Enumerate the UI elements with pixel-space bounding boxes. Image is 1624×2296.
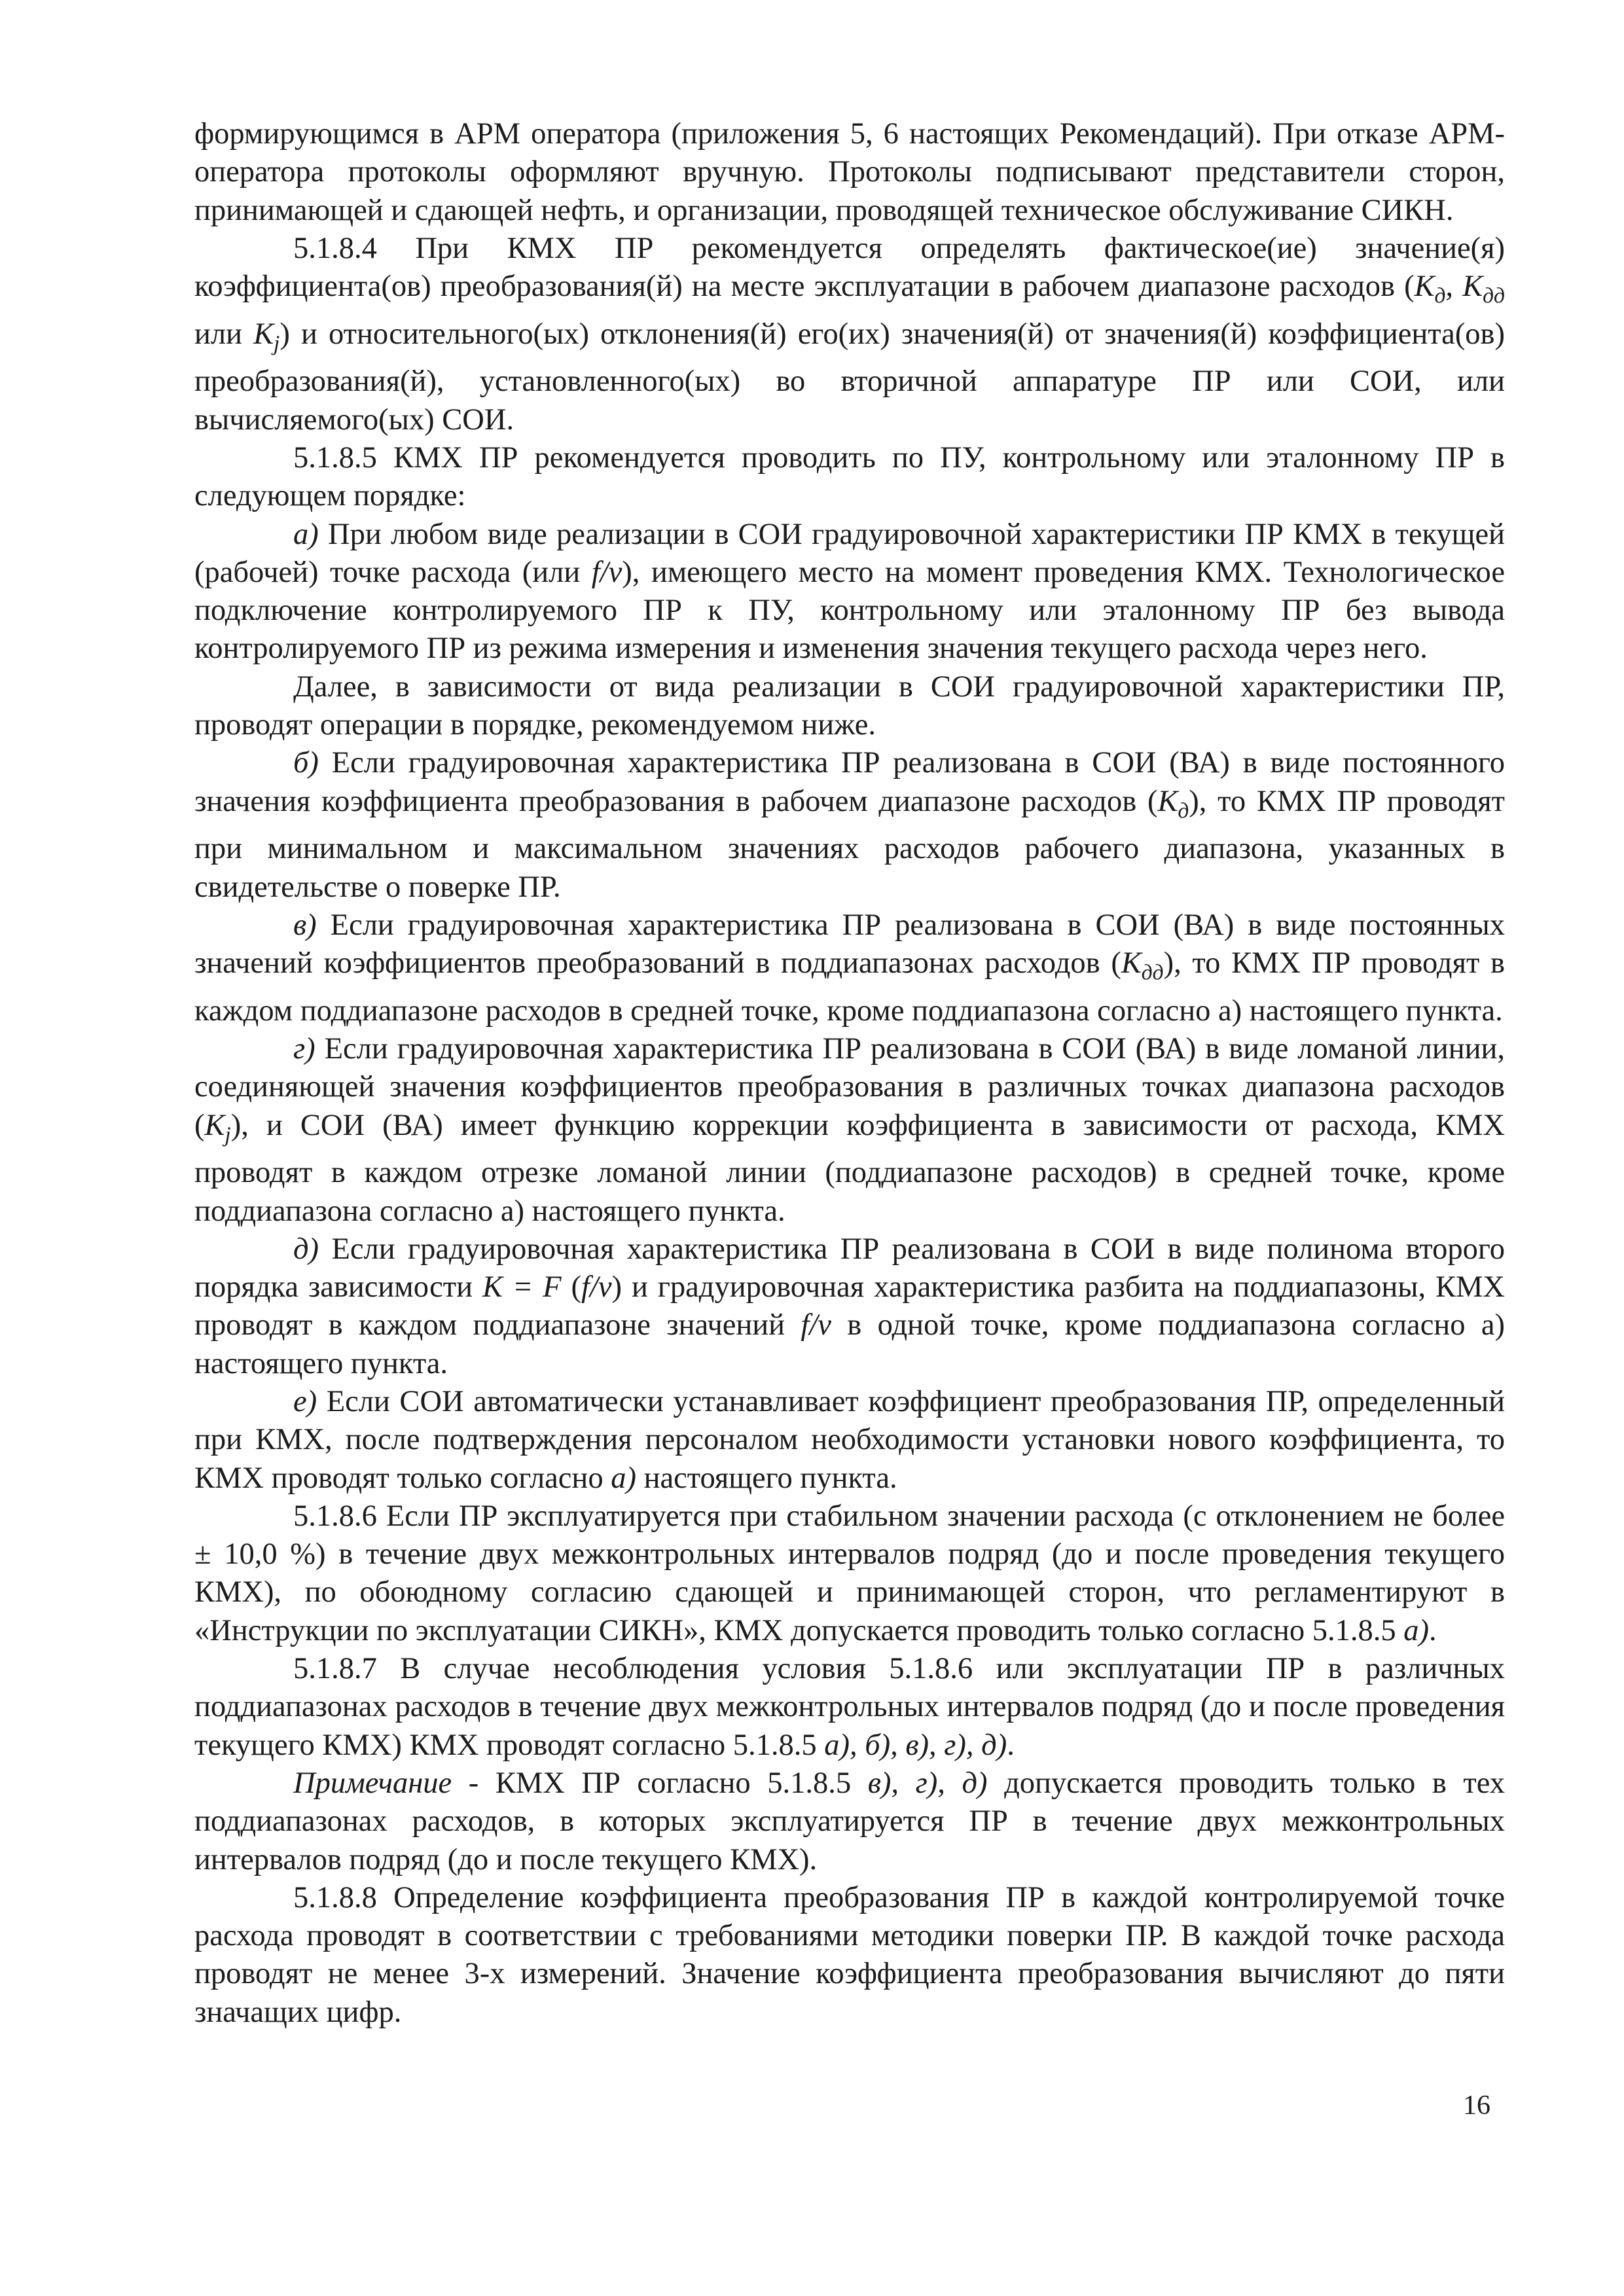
italic-run: а), б), в), г), д) <box>824 1728 1007 1762</box>
text-run: Если градуировочная характеристика ПР реализована в СОИ в виде полинома второго порядка зависимости <box>194 1232 1505 1304</box>
subscript-run: дд <box>1483 283 1505 308</box>
text-run: 5.1.8.7 В случае несоблюдения условия 5.1.8.6 или эксплуатации ПР в различных поддиапазонах расходов в течение двух межконтрольных интервалов подряд (до и после проведения текущего КМХ) КМХ проводят согласно 5.1.8.5 <box>194 1652 1505 1762</box>
text-run: 5.1.8.6 Если ПР эксплуатируется при стабильном значении расхода (с отклонением не более ± 10,0 %) в течение двух межконтрольных интервалов подряд (до и после проведения текущего КМХ), по обоюдному согласию сдающей и принимающей сторон, что регламентируют в «Инструкции по эксплуатации СИКН», КМХ допускается проводить только согласно 5.1.8.5 <box>194 1499 1505 1647</box>
text-run: допускается проводить только в тех поддиапазонах расходов, в которых эксплуатируется ПР в течение двух межконтрольных интервалов подряд (до и после текущего КМХ). <box>194 1766 1505 1876</box>
paragraph <box>194 1383 1505 1498</box>
italic-run: f/v <box>591 555 623 589</box>
text-run: При любом виде реализации в СОИ градуировочной характеристики ПР КМХ в текущей (рабочей) точке расхода (или <box>194 517 1505 589</box>
paragraph <box>194 906 1505 1030</box>
text-run: 5.1.8.5 КМХ ПР рекомендуется проводить по ПУ, контрольному или эталонному ПР в следующем порядке: <box>194 440 1505 513</box>
subscript-run: j <box>274 331 280 356</box>
text-run: настоящего пункта. <box>636 1461 897 1495</box>
italic-run: f/v <box>801 1308 831 1342</box>
italic-run: в) <box>293 908 317 942</box>
page-number: 16 <box>1463 2090 1490 2121</box>
paragraph <box>194 1879 1505 2032</box>
paragraph <box>194 1765 1505 1879</box>
text-run: ), то КМХ ПР проводят в каждом поддиапазоне расходов в средней точке, кроме поддиапазона согласно а) настоящего пункта. <box>194 946 1505 1028</box>
italic-run: f/v <box>581 1270 612 1304</box>
subscript-run: дд <box>1141 960 1164 985</box>
text-run: Если СОИ автоматически устанавливает коэффициент преобразования ПР, определенный при КМХ, после подтверждения персоналом необходимости установки нового коэффициента, то КМХ проводят только согласно <box>194 1384 1505 1495</box>
text-run: Если градуировочная характеристика ПР реализована в СОИ (ВА) в виде ломаной линии, соединяющей значения коэффициентов преобразования в различных точках диапазона расходов ( <box>194 1032 1505 1142</box>
subscript-run: д <box>1178 798 1189 823</box>
text-run: Далее, в зависимости от вида реализации в СОИ градуировочной характеристики ПР, проводят операции в порядке, рекомендуемом ниже. <box>194 670 1505 742</box>
text-run: или <box>194 317 254 351</box>
text-run: формирующимся в АРМ оператора (приложения 5, 6 настоящих Рекомендаций). При отказе АРМ-оператора протоколы оформляют вручную. Протоколы подписывают представители сторон, принимающей и сдающей нефть, и организации, проводящей техническое обслуживание СИКН. <box>194 117 1505 227</box>
text-run: ), имеющего место на момент проведения КМХ. Технологическое подключение контролируемого ПР к ПУ, контрольному или эталонному ПР без вывода контролируемого ПР из режима измерения и изменения значения текущего расхода через него. <box>194 555 1506 666</box>
paragraph <box>194 1498 1505 1650</box>
paragraph <box>194 1230 1505 1383</box>
text-run: 5.1.8.8 Определение коэффициента преобразования ПР в каждой контролируемой точке расхода проводят в соответствии с требованиями методики поверки ПР. В каждой точке расхода проводят не менее 3-х измерений. Значение коэффициента преобразования вычисляют до пяти значащих цифр. <box>194 1880 1505 2029</box>
italic-run: К = F <box>482 1270 562 1304</box>
italic-run: К <box>1121 946 1142 980</box>
text-run: ) и относительного(ых) отклонения(й) его(их) значения(й) от значения(й) коэффициента(ов) преобразования(й), установленного(ых) во вторичной аппаратуре ПР или СОИ, или вычисляемого(ых) СОИ. <box>194 317 1505 437</box>
paragraph <box>194 1030 1505 1230</box>
italic-run: , К <box>1445 270 1483 304</box>
paragraph <box>194 668 1505 745</box>
italic-run: д) <box>293 1232 319 1266</box>
paragraph <box>194 744 1505 906</box>
italic-run: К <box>204 1108 225 1142</box>
text-run: ), и СОИ (ВА) имеет функцию коррекции коэффициента в зависимости от расхода, КМХ проводят в каждом отрезке ломаной линии (поддиапазоне расходов) в средней точке, кроме поддиапазона согласно а) настоящего пункта. <box>194 1108 1505 1228</box>
text-run: 5.1.8.4 При КМХ ПР рекомендуется определять фактическое(ие) значение(я) коэффициента(ов) преобразования(й) на месте эксплуатации в рабочем диапазоне расходов ( <box>194 231 1505 304</box>
italic-run: К <box>253 317 274 351</box>
paragraph <box>194 115 1505 230</box>
paragraph <box>194 1650 1505 1765</box>
text-run: Если градуировочная характеристика ПР реализована в СОИ (ВА) в виде постоянных значений коэффициентов преобразований в поддиапазонах расходов ( <box>194 908 1505 980</box>
text-run: . <box>1429 1613 1437 1647</box>
document-body <box>194 115 1505 2032</box>
italic-run: е) <box>293 1384 317 1418</box>
italic-run: а) <box>1403 1613 1429 1647</box>
italic-run: в), г), д) <box>867 1766 988 1800</box>
italic-run: К <box>1157 784 1178 818</box>
subscript-run: д <box>1434 283 1446 308</box>
italic-run: К <box>1414 270 1435 304</box>
italic-run: а) <box>293 517 319 551</box>
text-run: . <box>1007 1728 1015 1762</box>
italic-run: Примечание <box>293 1766 452 1800</box>
paragraph <box>194 230 1505 439</box>
text-run: ( <box>561 1270 582 1304</box>
italic-run: б) <box>293 746 319 780</box>
text-run: - КМХ ПР согласно 5.1.8.5 <box>452 1766 868 1800</box>
italic-run: а) <box>611 1461 636 1495</box>
text-run: ) и градуировочная характеристика разбита на поддиапазоны, КМХ проводят в каждом поддиапазоне значений <box>194 1270 1505 1342</box>
subscript-run: j <box>225 1122 231 1147</box>
text-run: Если градуировочная характеристика ПР реализована в СОИ (ВА) в виде постоянного значения коэффициента преобразования в рабочем диапазоне расходов ( <box>194 746 1505 818</box>
paragraph <box>194 516 1505 668</box>
text-run: ), то КМХ ПР проводят при минимальном и максимальном значениях расходов рабочего диапазона, указанных в свидетельстве о поверке ПР. <box>194 784 1505 904</box>
text-run: в одной точке, кроме поддиапазона согласно а) настоящего пункта. <box>194 1308 1505 1380</box>
italic-run: г) <box>293 1032 316 1066</box>
paragraph <box>194 439 1505 516</box>
